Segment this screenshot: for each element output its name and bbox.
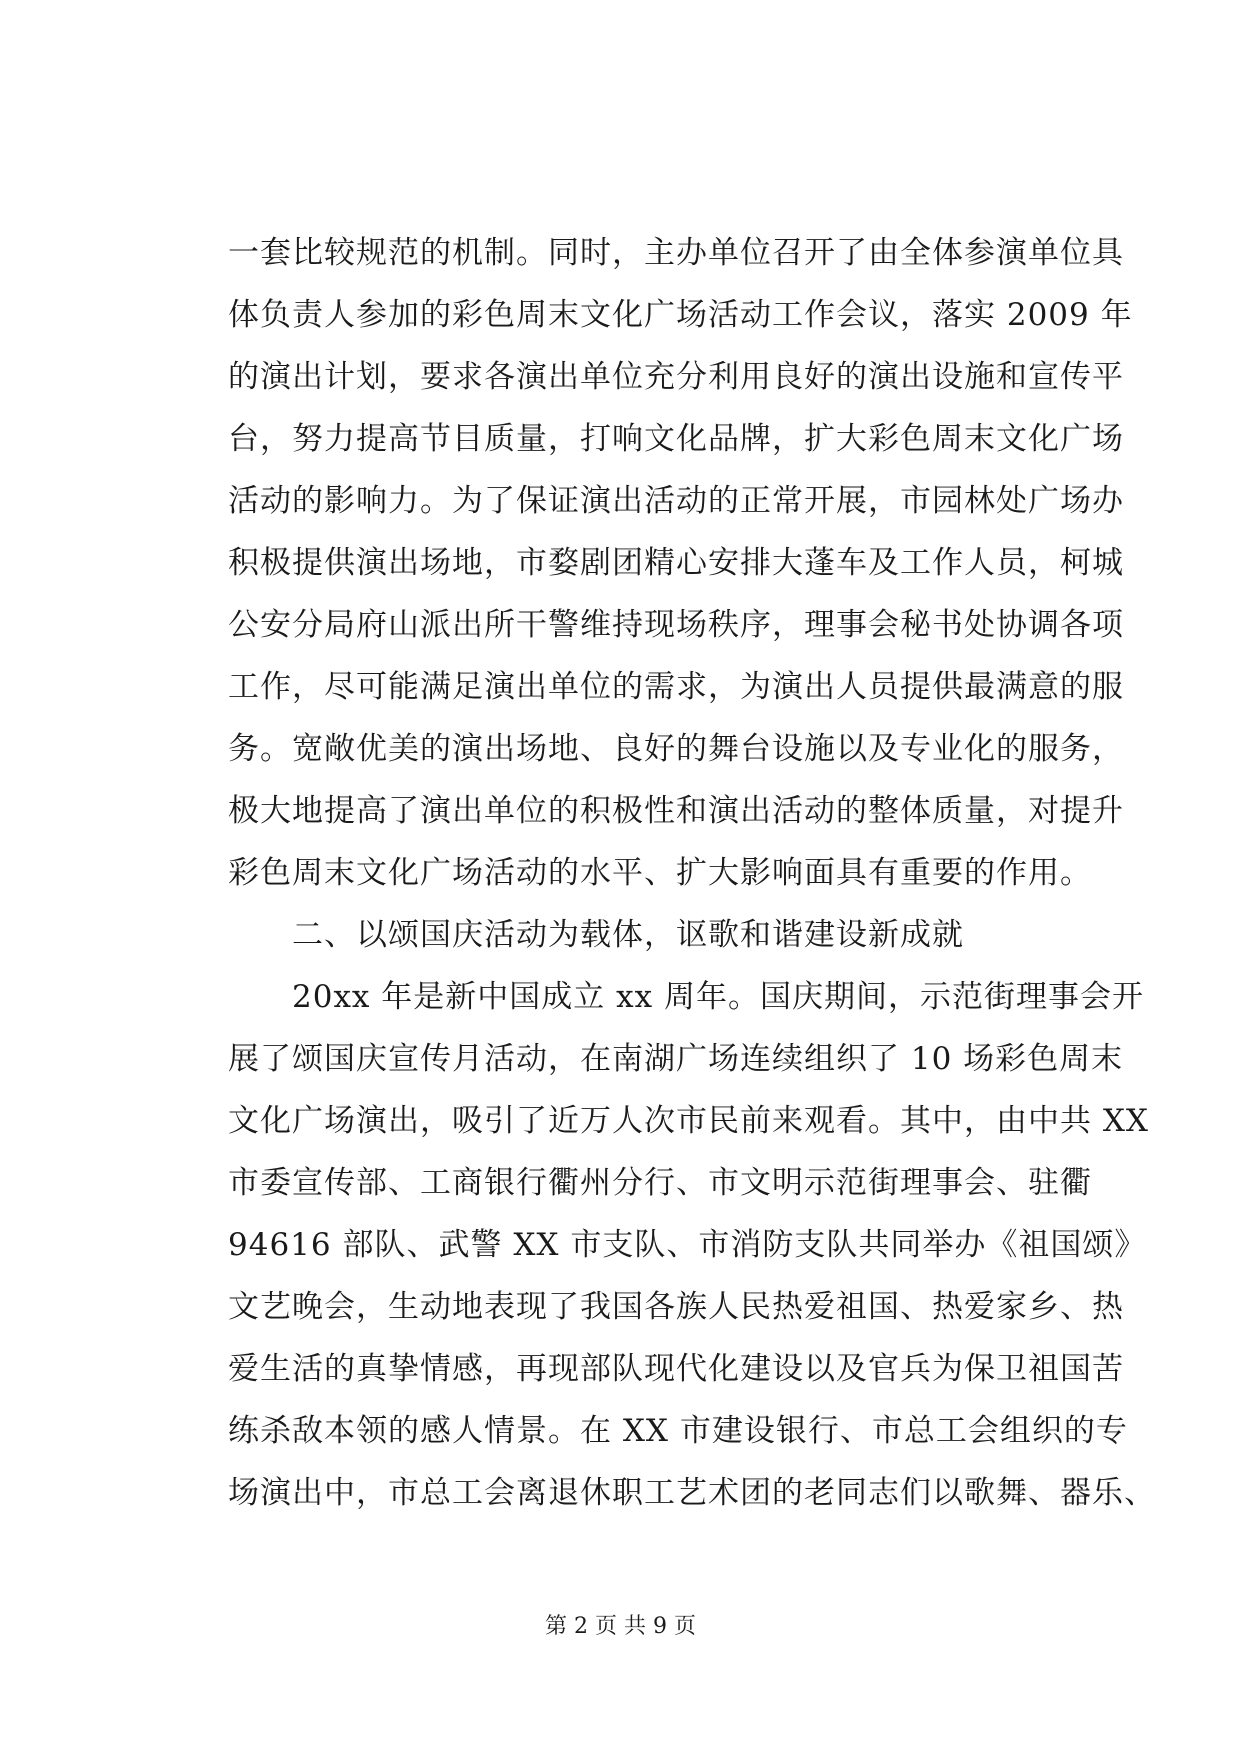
text-line: 体负责人参加的彩色周末文化广场活动工作会议，落实 2009 年	[228, 297, 1133, 333]
page-number-footer: 第 2 页 共 9 页	[545, 1614, 696, 1639]
text-line: 爱生活的真挚情感，再现部队现代化建设以及官兵为保卫祖国苦	[228, 1351, 1124, 1387]
text-line: 20xx 年是新中国成立 xx 周年。国庆期间，示范街理事会开	[292, 979, 1144, 1015]
text-line: 彩色周末文化广场活动的水平、扩大影响面具有重要的作用。	[228, 855, 1092, 891]
text-line: 公安分局府山派出所干警维持现场秩序，理事会秘书处协调各项	[228, 607, 1124, 643]
text-line: 工作，尽可能满足演出单位的需求，为演出人员提供最满意的服	[228, 669, 1124, 705]
text-line: 积极提供演出场地，市婺剧团精心安排大蓬车及工作人员，柯城	[228, 545, 1124, 581]
text-line: 展了颂国庆宣传月活动，在南湖广场连续组织了 10 场彩色周末	[228, 1041, 1124, 1077]
text-line: 活动的影响力。为了保证演出活动的正常开展，市园林处广场办	[228, 483, 1124, 519]
text-line: 场演出中，市总工会离退休职工艺术团的老同志们以歌舞、器乐、	[228, 1475, 1156, 1511]
text-line: 台，努力提高节目质量，打响文化品牌，扩大彩色周末文化广场	[228, 421, 1124, 457]
text-line: 文化广场演出，吸引了近万人次市民前来观看。其中，由中共 XX	[228, 1103, 1149, 1139]
text-line: 的演出计划，要求各演出单位充分利用良好的演出设施和宣传平	[228, 359, 1124, 395]
text-line: 市委宣传部、工商银行衢州分行、市文明示范街理事会、驻衢	[228, 1165, 1092, 1201]
body-text	[228, 222, 1156, 1524]
text-line: 文艺晚会，生动地表现了我国各族人民热爱祖国、热爱家乡、热	[228, 1289, 1124, 1325]
text-line: 练杀敌本领的感人情景。在 XX 市建设银行、市总工会组织的专	[228, 1413, 1128, 1449]
text-line: 极大地提高了演出单位的积极性和演出活动的整体质量，对提升	[228, 793, 1124, 829]
text-line: 94616 部队、武警 XX 市支队、市消防支队共同举办《祖国颂》	[228, 1227, 1147, 1263]
section-heading: 二、以颂国庆活动为载体，讴歌和谐建设新成就	[292, 917, 964, 953]
text-line: 务。宽敞优美的演出场地、良好的舞台设施以及专业化的服务，	[228, 731, 1124, 767]
text-line: 一套比较规范的机制。同时，主办单位召开了由全体参演单位具	[228, 235, 1124, 271]
